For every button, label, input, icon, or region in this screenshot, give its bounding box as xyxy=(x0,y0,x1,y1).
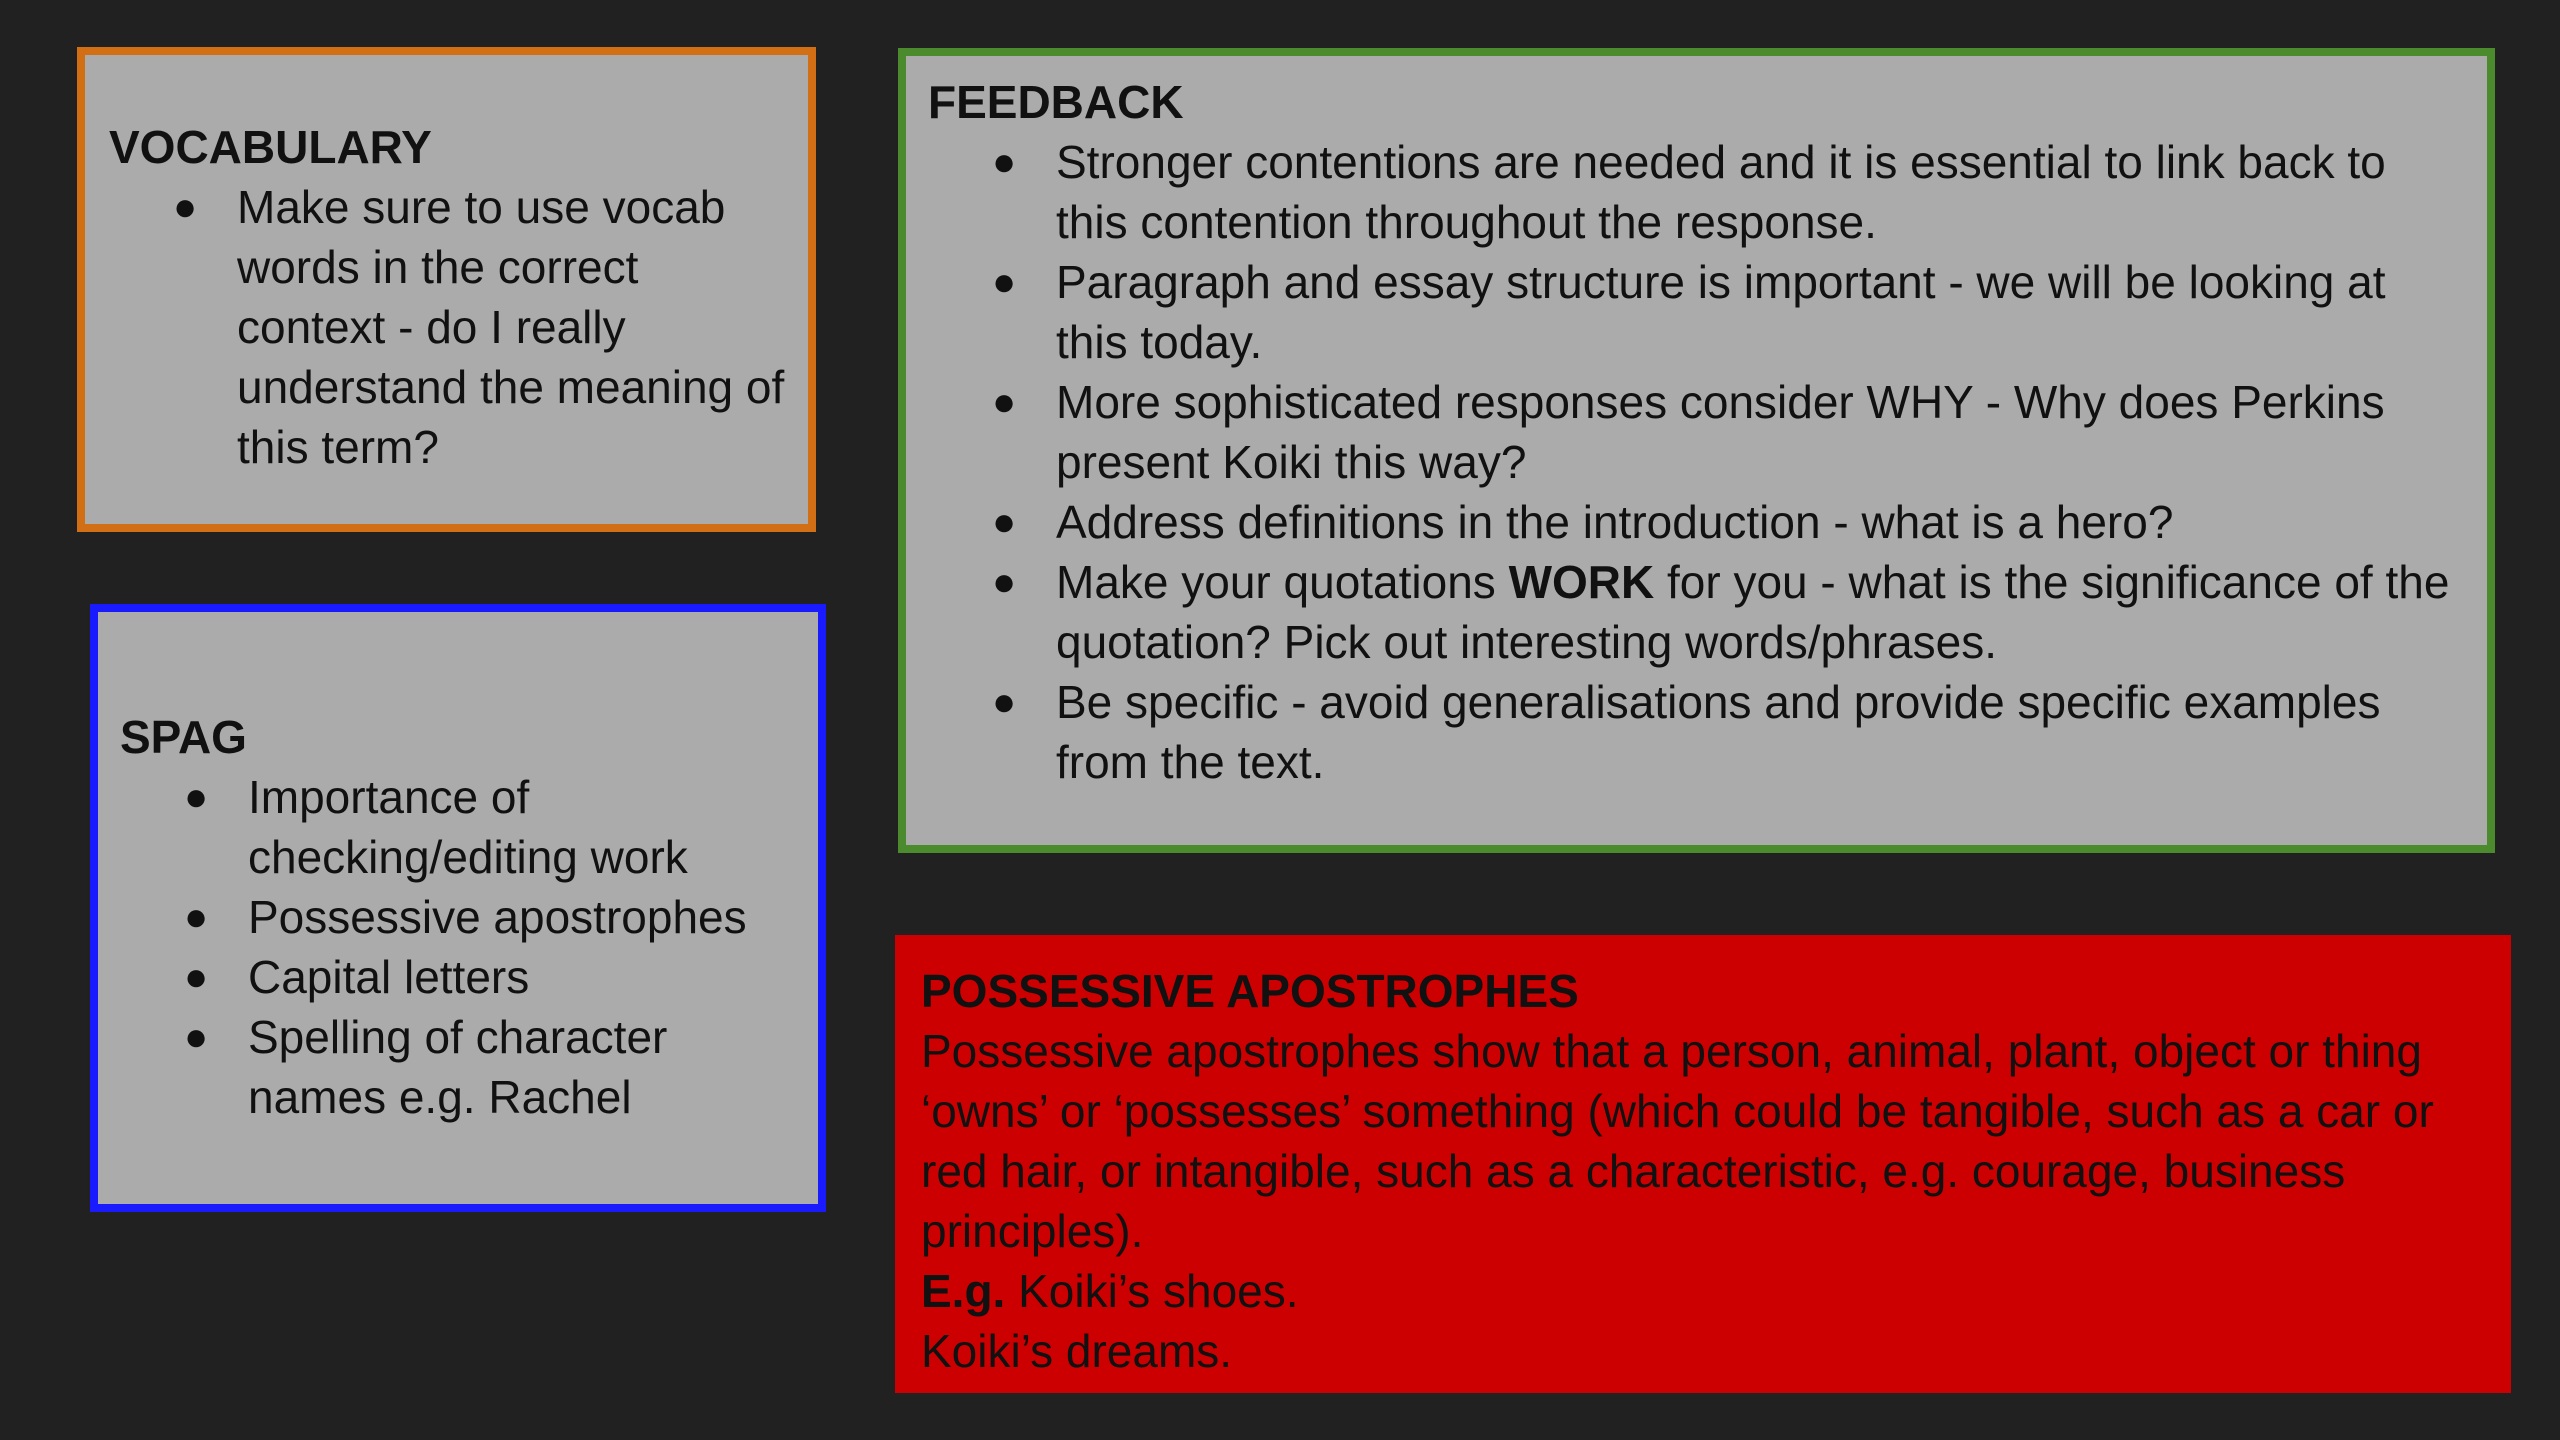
vocabulary-item xyxy=(109,177,788,477)
bullet-icon: ● xyxy=(184,895,209,939)
possessive-definition: Possessive apostrophes show that a person, animal, plant, object or thing ‘owns’ or ‘possesses’ something (which could be tangible, such as a car or red hair, or intangible, such as a characteristic, e.g. courage, business principles). xyxy=(921,1025,2434,1257)
feedback-item xyxy=(928,372,2457,492)
feedback-panel xyxy=(898,48,2495,853)
feedback-item xyxy=(928,492,2457,552)
feedback-item-text: Be specific - avoid generalisations and provide specific examples from the text. xyxy=(1056,676,2381,788)
vocabulary-list xyxy=(109,177,788,477)
feedback-item-text-before: Make your quotations xyxy=(1056,556,1509,608)
vocabulary-title: VOCABULARY xyxy=(109,121,432,173)
spag-item xyxy=(120,947,798,1007)
example-label: E.g. xyxy=(921,1265,1006,1317)
feedback-item-text: Address definitions in the introduction - what is a hero? xyxy=(1056,496,2174,548)
possessive-apostrophes-panel xyxy=(895,935,2511,1393)
feedback-item-text: More sophisticated responses consider WHY - Why does Perkins present Koiki this way? xyxy=(1056,376,2385,488)
spag-item xyxy=(120,1007,798,1127)
feedback-item-emphasis: WORK xyxy=(1508,556,1655,608)
spag-item xyxy=(120,887,798,947)
bullet-icon: ● xyxy=(992,680,1017,724)
vocabulary-item-text: Make sure to use vocab words in the correct context - do I really understand the meaning of this term? xyxy=(237,181,785,473)
possessive-title: POSSESSIVE APOSTROPHES xyxy=(921,965,1579,1017)
example-text: Koiki’s shoes. xyxy=(1005,1265,1299,1317)
spag-panel xyxy=(90,604,826,1212)
spag-item-text: Spelling of character names e.g. Rachel xyxy=(248,1011,668,1123)
feedback-item-text: Stronger contentions are needed and it is essential to link back to this contention throughout the response. xyxy=(1056,136,2386,248)
feedback-item xyxy=(928,132,2457,252)
bullet-icon: ● xyxy=(184,955,209,999)
feedback-item xyxy=(928,252,2457,372)
bullet-icon: ● xyxy=(173,185,198,229)
spag-list xyxy=(120,767,798,1127)
feedback-item xyxy=(928,552,2457,672)
spag-item xyxy=(120,767,798,887)
bullet-icon: ● xyxy=(992,560,1017,604)
bullet-icon: ● xyxy=(992,500,1017,544)
feedback-item-text-after: for you - what is the significance of the quotation? Pick out interesting words/phrases. xyxy=(1056,556,2450,668)
spag-item-text: Importance of checking/editing work xyxy=(248,771,688,883)
bullet-icon: ● xyxy=(992,140,1017,184)
bullet-icon: ● xyxy=(184,775,209,819)
feedback-item-text: Paragraph and essay structure is important - we will be looking at this today. xyxy=(1056,256,2386,368)
spag-item-text: Possessive apostrophes xyxy=(248,891,747,943)
bullet-icon: ● xyxy=(992,260,1017,304)
vocabulary-panel xyxy=(77,47,816,532)
possessive-example-line-2: Koiki’s dreams. xyxy=(921,1325,1233,1377)
possessive-example-line xyxy=(921,1261,2471,1321)
bullet-icon: ● xyxy=(184,1015,209,1059)
feedback-item xyxy=(928,672,2457,792)
feedback-list xyxy=(928,132,2457,792)
spag-title: SPAG xyxy=(120,711,247,763)
feedback-title: FEEDBACK xyxy=(928,76,1184,128)
bullet-icon: ● xyxy=(992,380,1017,424)
spag-item-text: Capital letters xyxy=(248,951,530,1003)
